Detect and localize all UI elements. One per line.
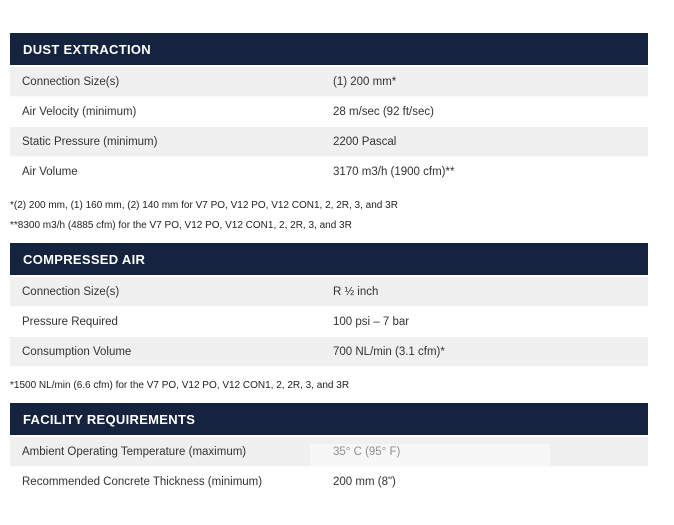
spec-row — [10, 97, 648, 127]
spec-section — [10, 243, 648, 396]
spec-row — [10, 67, 648, 97]
spec-label: Recommended Concrete Thickness (minimum) — [22, 476, 263, 488]
section-title: COMPRESSED AIR — [23, 251, 146, 267]
footnote: *1500 NL/min (6.6 cfm) for the V7 PO, V12 PO, V12 CON1, 2, 2R, 3, and 3R — [10, 380, 350, 391]
footnote: **8300 m3/h (4885 cfm) for the V7 PO, V12 PO, V12 CON1, 2, 2R, 3, and 3R — [10, 220, 352, 231]
spec-value: 100 psi – 7 bar — [333, 316, 410, 328]
spec-row — [10, 437, 648, 467]
section-header — [10, 403, 648, 435]
spec-label: Air Volume — [22, 166, 78, 178]
section-rows — [10, 67, 648, 187]
section-header — [10, 33, 648, 65]
spec-value: 28 m/sec (92 ft/sec) — [333, 106, 434, 118]
spec-row — [10, 467, 648, 497]
spec-row — [10, 307, 648, 337]
spec-value: 3170 m3/h (1900 cfm)** — [333, 166, 455, 178]
section-rows — [10, 277, 648, 367]
section-header — [10, 243, 648, 275]
spec-label: Connection Size(s) — [22, 286, 120, 298]
section-rows — [10, 437, 648, 497]
section-title: DUST EXTRACTION — [23, 41, 151, 57]
spec-label: Pressure Required — [22, 316, 118, 328]
spec-value: 35° C (95° F) — [333, 446, 401, 458]
spec-row — [10, 277, 648, 307]
spec-value: (1) 200 mm* — [333, 76, 397, 88]
spec-label: Connection Size(s) — [22, 76, 120, 88]
spec-section — [10, 33, 648, 236]
spec-value: 200 mm (8") — [333, 476, 396, 488]
spec-value: R ½ inch — [333, 286, 379, 298]
spec-row — [10, 127, 648, 157]
spec-label: Consumption Volume — [22, 346, 132, 358]
footnote: *(2) 200 mm, (1) 160 mm, (2) 140 mm for V7 PO, V12 PO, V12 CON1, 2, 2R, 3, and 3R — [10, 200, 398, 211]
spec-label: Ambient Operating Temperature (maximum) — [22, 446, 247, 458]
section-title: FACILITY REQUIREMENTS — [23, 411, 196, 427]
spec-section — [10, 403, 648, 497]
section-footnotes — [10, 367, 648, 396]
spec-row — [10, 157, 648, 187]
spec-label: Static Pressure (minimum) — [22, 136, 158, 148]
section-footnotes — [10, 187, 648, 236]
spec-value: 700 NL/min (3.1 cfm)* — [333, 346, 445, 358]
spec-label: Air Velocity (minimum) — [22, 106, 137, 118]
spec-value: 2200 Pascal — [333, 136, 397, 148]
spec-row — [10, 337, 648, 367]
